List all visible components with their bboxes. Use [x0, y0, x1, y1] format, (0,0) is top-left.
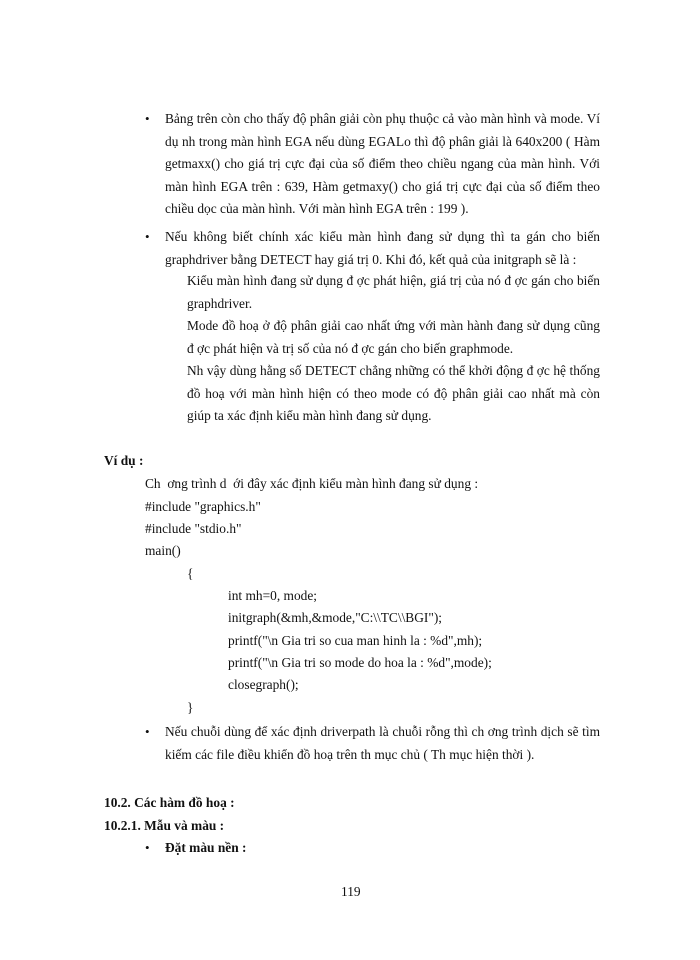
code-line: } — [187, 700, 194, 715]
paragraph-driverpath: Nếu chuỗi dùng để xác định driverpath là chuỗi rỗng thì ch ơng trình dịch sẽ tìm kiếm các file điều khiển đồ hoạ trên th mục chủ ( Th mục hiện thời ). — [165, 724, 600, 762]
code-line: { — [187, 566, 194, 581]
code-line: printf("\n Gia tri so cua man hinh la : %d",mh); — [228, 633, 483, 648]
code-line: initgraph(&mh,&mode,"C:\\TC\\BGI"); — [228, 610, 443, 625]
code-line: int mh=0, mode; — [228, 588, 318, 603]
bullet-marker: • — [145, 724, 150, 739]
sub-paragraph-mode: Mode đồ hoạ ở độ phân giải cao nhất ứng với màn hành đang sử dụng cũng đ ợc phát hiện và trị số của nó đ ợc gán cho biến graphmode. — [187, 318, 600, 356]
bullet-marker: • — [145, 229, 150, 244]
code-line: closegraph(); — [228, 677, 299, 692]
sub-paragraph-driver: Kiểu màn hình đang sử dụng đ ợc phát hiện, giá trị của nó đ ợc gán cho biến graphdriver. — [187, 273, 600, 311]
bullet-marker: • — [145, 111, 150, 126]
page-number: 119 — [341, 884, 361, 899]
code-line: #include "graphics.h" — [145, 499, 261, 514]
sub-paragraph-summary: Nh vậy dùng hằng số DETECT chẳng những có thể khởi động đ ợc hệ thống đồ hoạ với màn hình hiện có theo mode có độ phân giải cao nhất mà còn giúp ta xác định kiểu màn hình đang sử dụng. — [187, 363, 600, 424]
subsection-heading: 10.2.1. Mẫu và màu : — [104, 818, 225, 833]
code-line: main() — [145, 543, 181, 558]
section-heading: 10.2. Các hàm đồ hoạ : — [104, 795, 235, 810]
paragraph-detect: Nếu không biết chính xác kiểu màn hình đang sử dụng thì ta gán cho biến graphdriver bằng DETECT hay giá trị 0. Khi đó, kết quả của initgraph sẽ là : — [165, 229, 600, 267]
code-line: #include "stdio.h" — [145, 521, 242, 536]
example-intro: Ch ơng trình d ới đây xác định kiểu màn hình đang sử dụng : — [145, 476, 479, 491]
code-line: printf("\n Gia tri so mode do hoa la : %d",mode); — [228, 655, 492, 670]
paragraph-resolution: Bảng trên còn cho thấy độ phân giải còn phụ thuộc cả vào màn hình và mode. Ví dụ nh trong màn hình EGA nếu dùng EGALo thì độ phân giải là 640x200 ( Hàm getmaxx() cho giá trị cực đại của số điểm theo chiều ngang của màn hình. Với màn hình EGA trên : 639, Hàm getmaxy() cho giá trị cực đại của số điểm theo chiều dọc của màn hình. Với màn hình EGA trên : 199 ). — [165, 111, 600, 217]
bullet-marker: • — [145, 840, 150, 855]
topic-set-background-color: Đặt màu nền : — [165, 840, 247, 855]
example-heading: Ví dụ : — [104, 453, 144, 468]
